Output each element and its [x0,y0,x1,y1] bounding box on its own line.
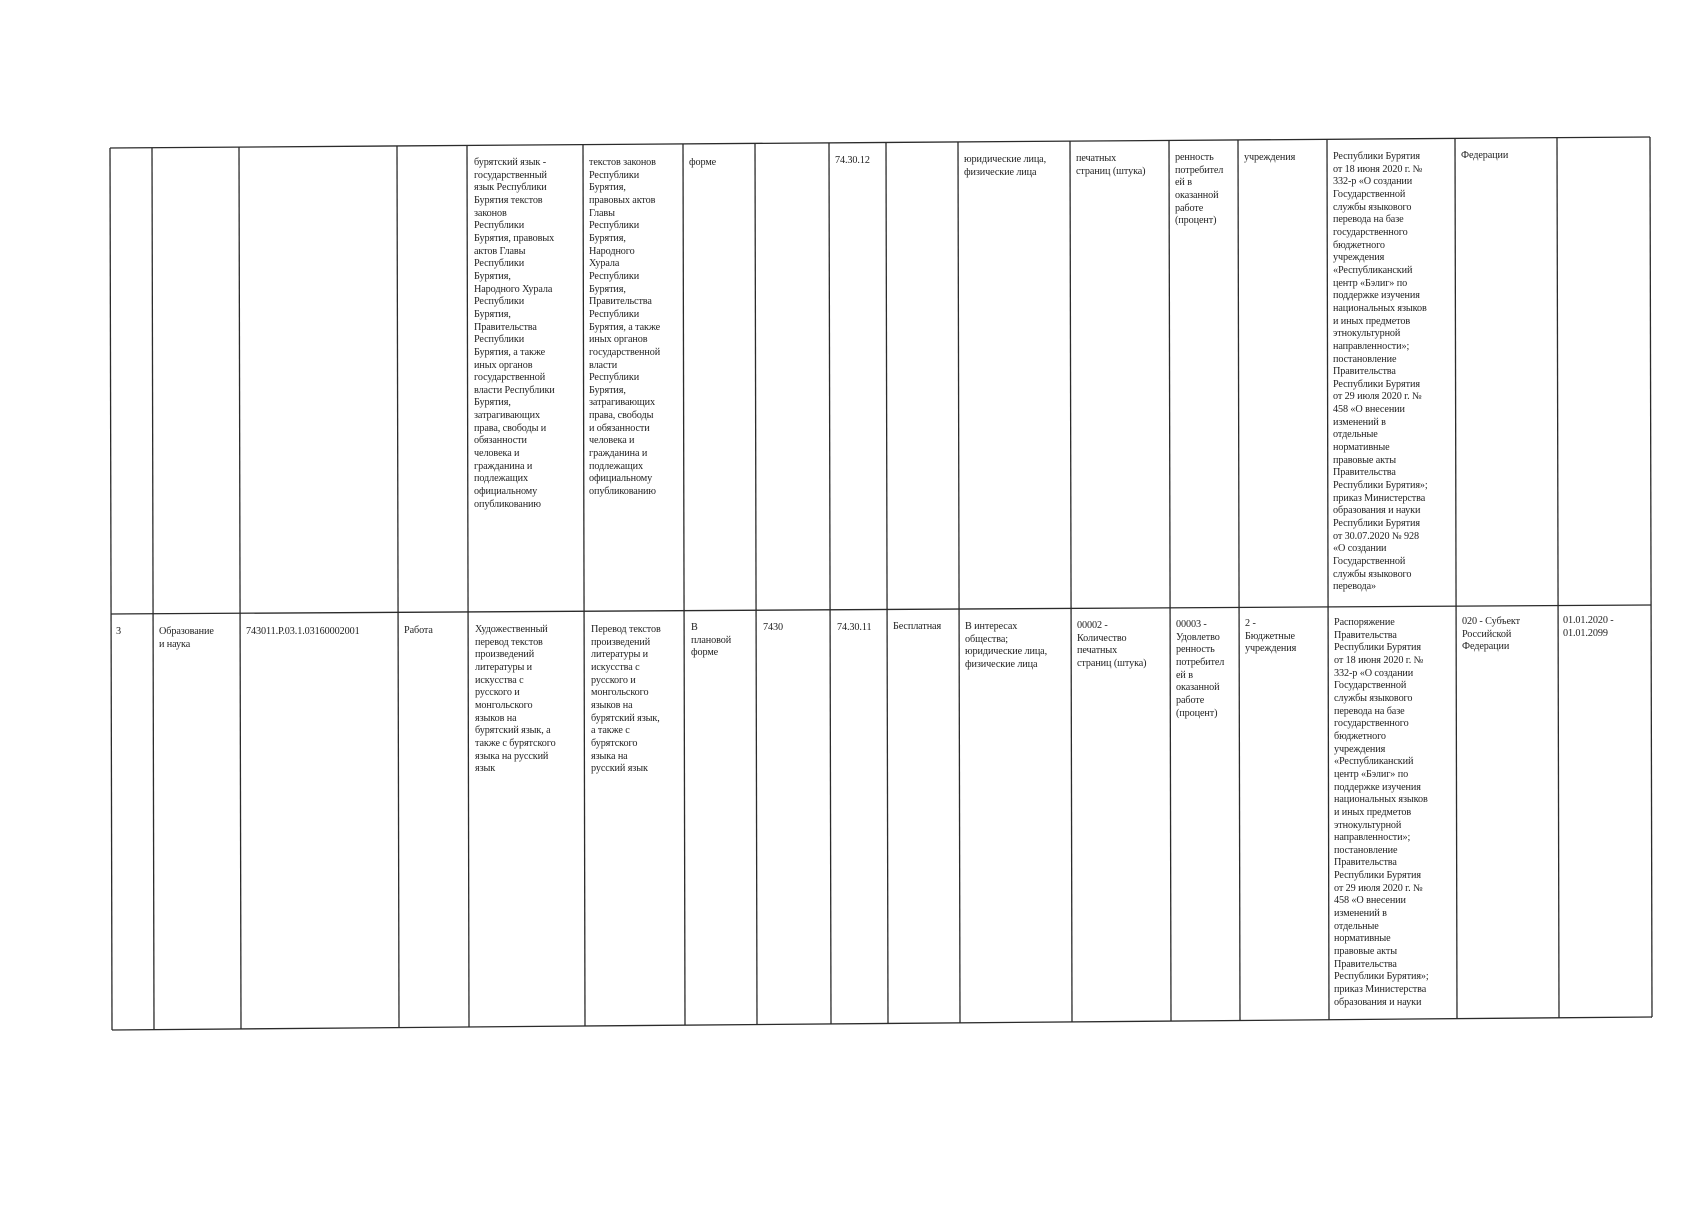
cell-legal-basis: Распоряжение Правительства Республики Бурятия от 18 июня 2020 г. № 332-р «О создании Государственной службы языкового перевода на базе государственного бюджетного учреждения «Республиканский центр «Бэлиг» по поддержке изучения национальных языков и иных предметов этнокультурной направленности»; постановление Правительства Республики Бурятия от 29 июля 2020 г. № 458 «О внесении изменений в отдельные нормативные правовые акты Правительства Республики Бурятия»; приказ Министерства образования и науки [1334,617,1429,1008]
cell-content-1: Художественный перевод текстов произведений литературы и искусства с русского и монгольского языков на бурятский язык, а также с бурятского языка на русский язык [475,624,556,775]
cell-form: форме [689,157,717,168]
cell-okved: 74.30.12 [835,155,870,166]
cell-quality-indicator: 00003 - Удовлетво ренность потребител ей в оказанной работе (процент) [1176,619,1225,719]
cell-form: В плановой форме [691,622,732,659]
cell-quality-indicator: ренность потребител ей в оказанной работе (процент) [1175,152,1224,227]
cell-content-1: бурятский язык - государственный язык Республики Бурятия текстов законов Республики Бурятия, правовых актов Главы Республики Бурятия, Народного Хурала Республики Бурятия, Правительства Республики Бурятия, а также иных органов государственной власти Республики Бурятия, затрагивающих права, свободы и обязанности человека и гражданина и подлежащих официальному опубликованию [474,157,555,510]
cell-payment: Бесплатная [893,621,942,632]
cell-okved: 74.30.11 [837,622,872,633]
cell-dates: 01.01.2020 - 01.01.2099 [1563,615,1614,639]
cell-volume-indicator: 00002 - Количество печатных страниц (штука) [1077,620,1147,669]
cell-number: 3 [116,626,121,637]
cell-consumers: юридические лица, физические лица [964,154,1047,178]
cell-volume-indicator: печатных страниц (штука) [1076,153,1146,177]
cell-institution-type: 2 - Бюджетные учреждения [1245,618,1297,655]
cell-sphere: Образование и наука [159,626,214,650]
cell-consumers: В интересах общества; юридические лица, физические лица [965,621,1048,670]
cell-content-2: текстов законов Республики Бурятия, правовых актов Главы Республики Бурятия, Народного Хурала Республики Бурятия, Правительства Республики Бурятия, а также иных органов государственной власти Республики Бурятия, затрагивающих права, свободы и обязанности человека и гражданина и подлежащих официальному опубликованию [589,157,661,498]
cell-institution-type: учреждения [1244,152,1296,163]
cell-registry-code: 743011.Р.03.1.03160002001 [246,626,360,637]
cell-content-2: Перевод текстов произведений литературы и искусства с русского и монгольского языков на бурятский язык, а также с бурятского языка на русский язык [591,624,661,775]
cell-level: 020 - Субъект Российской Федерации [1462,616,1520,653]
cell-legal-basis: Республики Бурятия от 18 июня 2020 г. № 332-р «О создании Государственной службы языкового перевода на базе государственного бюджетного учреждения «Республиканский центр «Бэлиг» по поддержке изучения национальных языков и иных предметов этнокультурной направленности»; постановление Правительства Республики Бурятия от 29 июля 2020 г. № 458 «О внесении изменений в отдельные нормативные правовые акты Правительства Республики Бурятия»; приказ Министерства образования и науки Республики Бурятия от 30.07.2020 № 928 «О создании Государственной службы языкового перевода» [1333,151,1428,593]
cell-okved-code: 7430 [763,622,783,633]
cell-level: Федерации [1461,150,1509,161]
cell-kind: Работа [404,625,433,636]
